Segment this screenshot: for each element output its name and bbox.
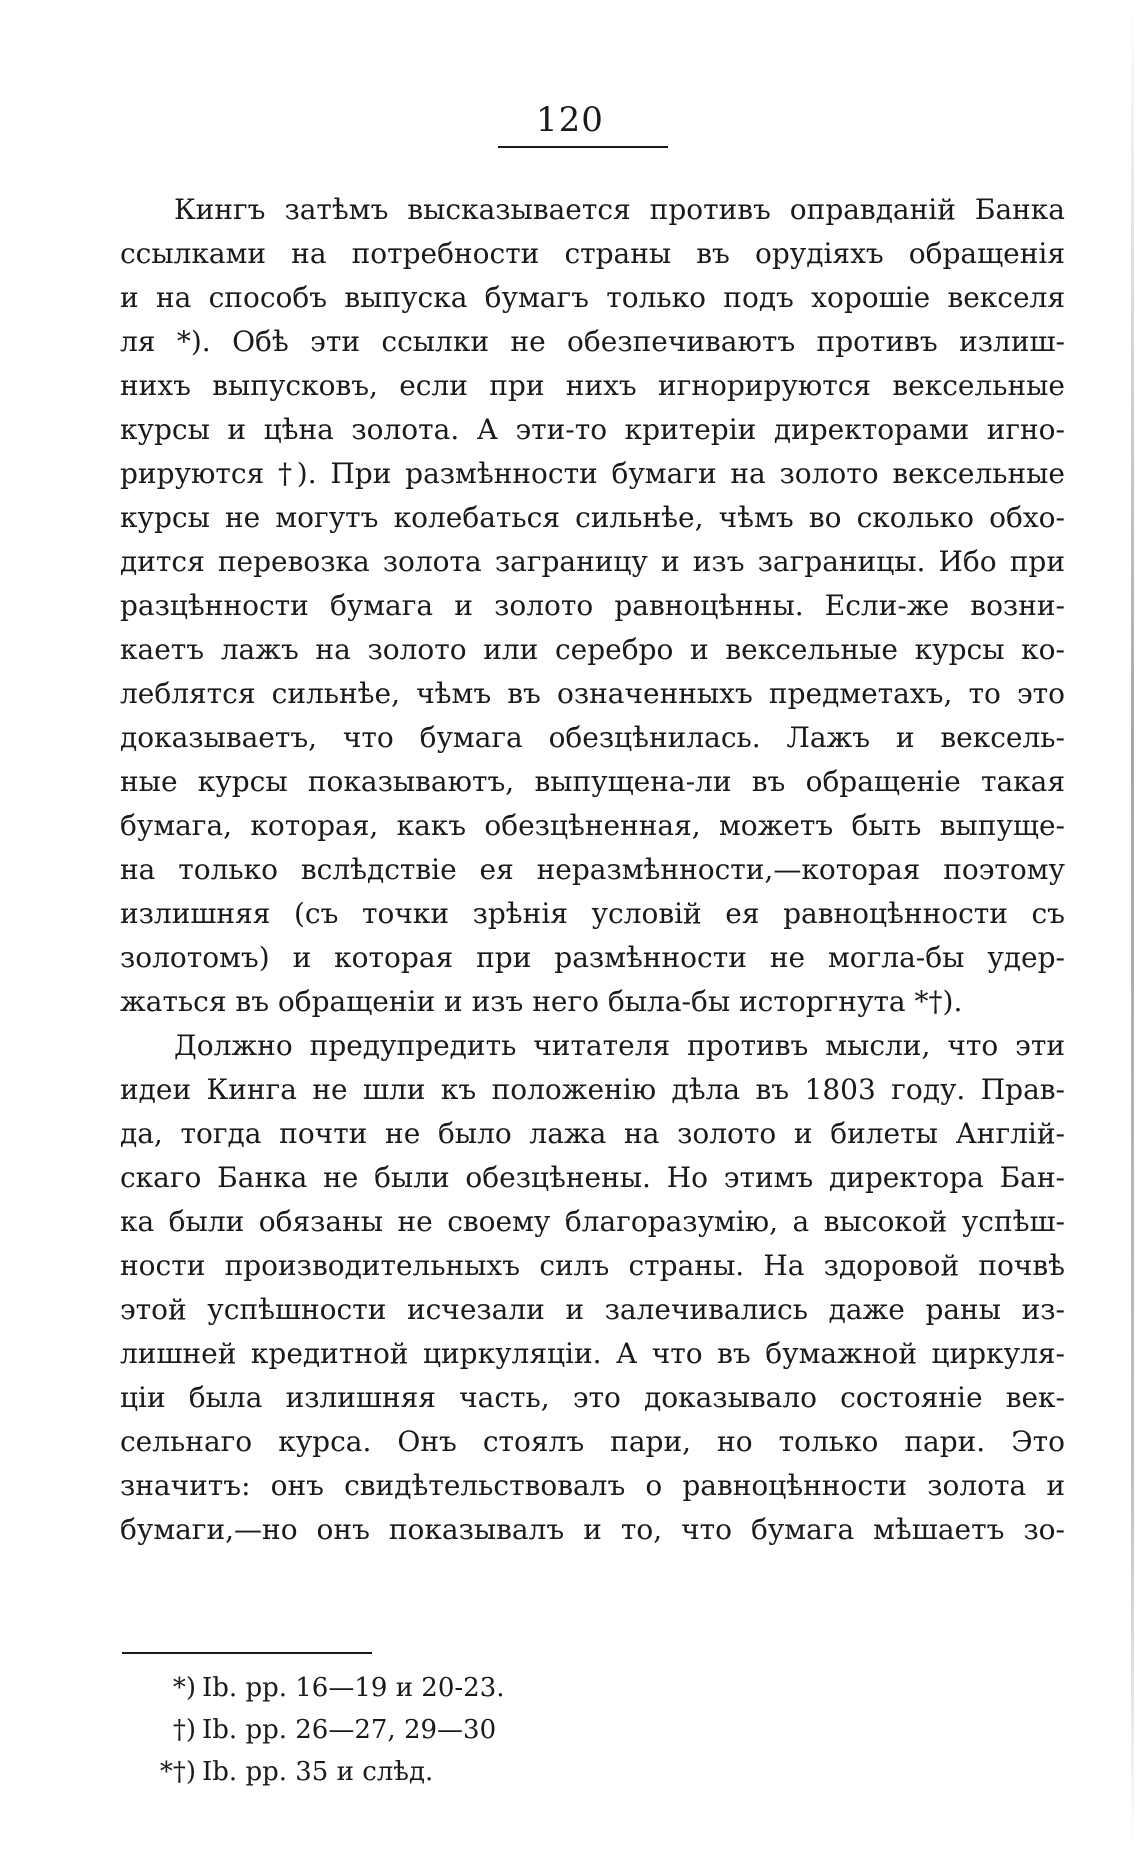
text-line: Кингъ затѣмъ высказывается противъ оправданій Банка <box>174 193 1065 226</box>
footnote-mark: *†) <box>159 1757 196 1787</box>
text-line: золотомъ) и которая при размѣнности не могла-бы удер- <box>120 941 1065 974</box>
text-line: идеи Кинга не шли къ положенію дѣла въ 1803 году. Прав- <box>120 1073 1065 1106</box>
footnote-separator <box>122 1652 372 1654</box>
text-line: значитъ: онъ свидѣтельствовалъ о равноцѣнности золота и <box>120 1469 1065 1502</box>
text-line: ные курсы показываютъ, выпущена-ли въ обращеніе такая <box>120 765 1065 798</box>
footnote-text: Ib. pp. 35 и слѣд. <box>202 1757 434 1787</box>
text-line: лишней кредитной циркуляціи. А что въ бумажной циркуля- <box>120 1337 1065 1370</box>
text-line: курсы не могутъ колебаться сильнѣе, чѣмъ во сколько обхо- <box>120 501 1065 534</box>
text-line: ссылками на потребности страны въ орудіяхъ обращенія <box>120 237 1065 270</box>
text-line: и на способъ выпуска бумагъ только подъ хорошіе векселя <box>120 281 1065 314</box>
text-line: дится перевозка золота заграницу и изъ заграницы. Ибо при <box>120 545 1065 578</box>
text-line: рируются †). При размѣнности бумаги на золото вексельные <box>120 457 1065 490</box>
text-line: жаться въ обращеніи и изъ него была-бы исторгнута *†). <box>120 985 963 1018</box>
text-line: разцѣнности бумага и золото равноцѣнны. Если-же возни- <box>120 589 1065 622</box>
text-line: да, тогда почти не было лажа на золото и билеты Англій- <box>120 1117 1065 1150</box>
footnote <box>150 1754 433 1790</box>
text-line: ка были обязаны не своему благоразумію, а высокой успѣш- <box>120 1205 1065 1238</box>
text-line: скаго Банка не были обезцѣнены. Но этимъ директора Бан- <box>120 1161 1065 1194</box>
text-line: этой успѣшности исчезали и залечивались даже раны из- <box>120 1293 1065 1326</box>
footnote-mark: †) <box>172 1715 196 1745</box>
text-line: бумаги,—но онъ показывалъ и то, что бумага мѣшаетъ зо- <box>120 1513 1065 1546</box>
text-line: нихъ выпусковъ, если при нихъ игнорируются вексельные <box>120 369 1065 402</box>
footnote <box>150 1712 496 1748</box>
text-line: Должно предупредить читателя противъ мысли, что эти <box>174 1029 1065 1062</box>
text-line: леблятся сильнѣе, чѣмъ въ означенныхъ предметахъ, то это <box>120 677 1065 710</box>
text-line: доказываетъ, что бумага обезцѣнилась. Лажъ и вексель- <box>120 721 1065 754</box>
text-line: ности производительныхъ силъ страны. На здоровой почвѣ <box>120 1249 1065 1282</box>
page-number-underline <box>498 146 668 148</box>
text-line: сельнаго курса. Онъ стоялъ пари, но только пари. Это <box>120 1425 1065 1458</box>
page-number: 120 <box>536 100 604 140</box>
footnote-text: Ib. pp. 26—27, 29—30 <box>202 1715 497 1745</box>
scan-edge-shadow <box>1131 0 1134 1849</box>
footnote-mark: *) <box>172 1673 196 1703</box>
text-line: каетъ лажъ на золото или серебро и вексельные курсы ко- <box>120 633 1065 666</box>
text-line: на только вслѣдствіе ея неразмѣнности,—которая поэтому <box>120 853 1065 886</box>
footnote-text: Ib. pp. 16—19 и 20-23. <box>202 1673 505 1703</box>
text-line: ціи была излишняя часть, это доказывало состояніе век- <box>120 1381 1065 1414</box>
footnote <box>150 1670 505 1706</box>
text-line: излишняя (съ точки зрѣнія условій ея равноцѣнности съ <box>120 897 1065 930</box>
text-line: курсы и цѣна золота. А эти-то критеріи директорами игно- <box>120 413 1065 446</box>
text-line: ля *). Обѣ эти ссылки не обезпечиваютъ противъ излиш- <box>120 325 1065 358</box>
text-line: бумага, которая, какъ обезцѣненная, можетъ быть выпуще- <box>120 809 1065 842</box>
